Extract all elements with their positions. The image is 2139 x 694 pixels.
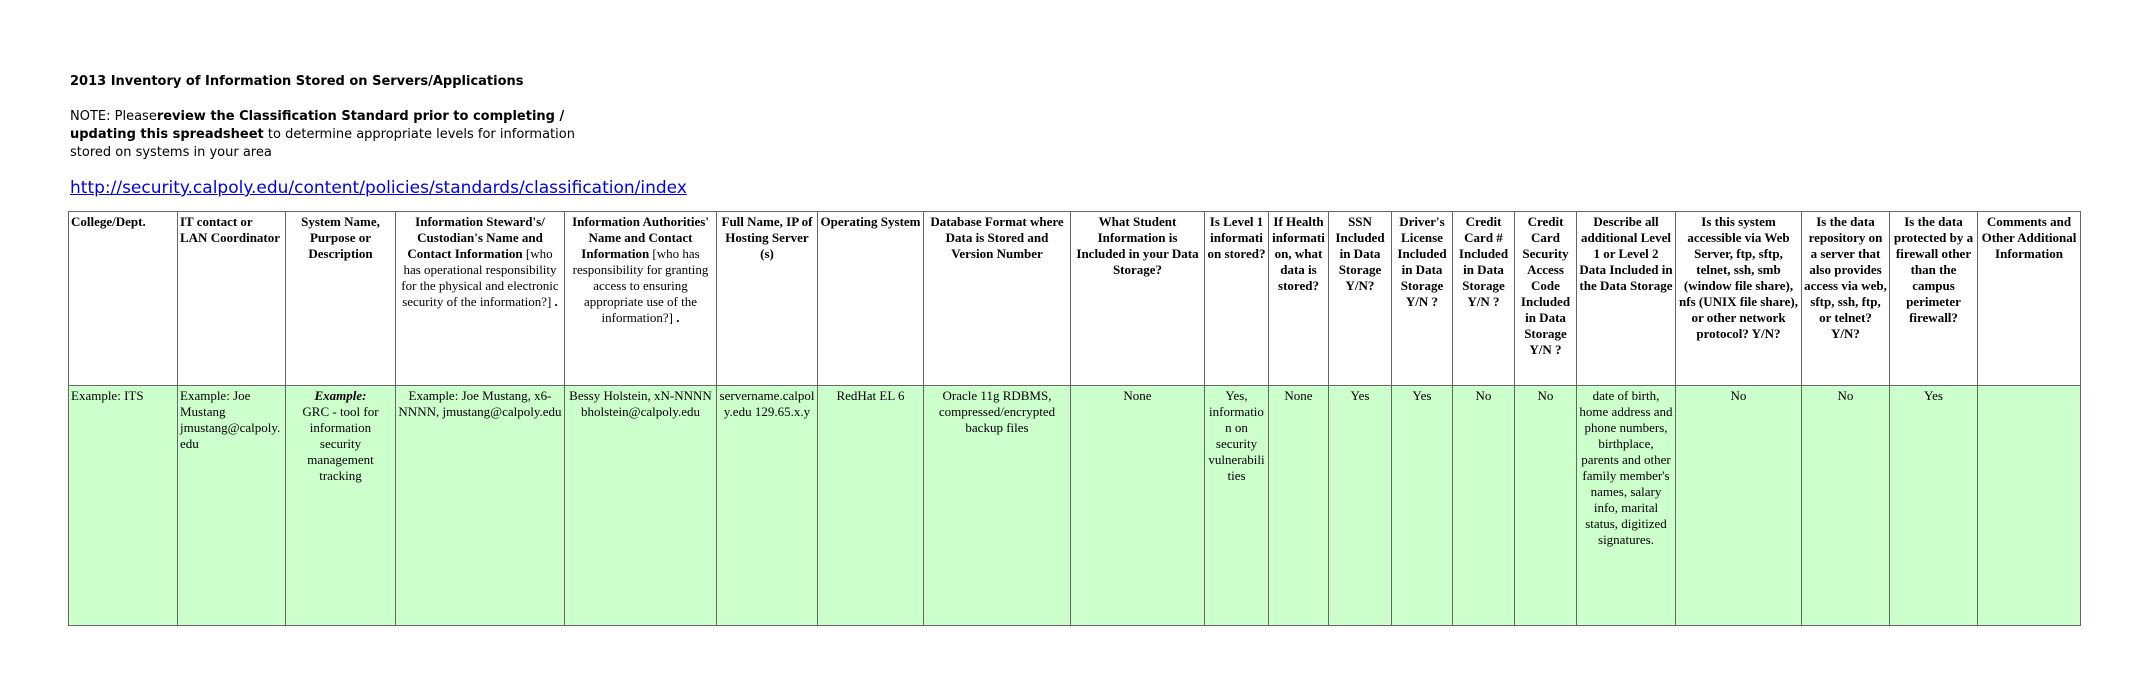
cell-credit-card[interactable]: No [1453, 386, 1515, 626]
header-tail: . [551, 294, 558, 309]
cell-authority[interactable]: Bessy Holstein, xN-NNNN bholstein@calpoly.edu [565, 386, 717, 626]
header-cell: Full Name, IP of Hosting Server (s) [717, 212, 818, 386]
cell-database[interactable]: Oracle 11g RDBMS, compressed/encrypted backup files [924, 386, 1071, 626]
cell-drivers-license[interactable]: Yes [1392, 386, 1453, 626]
header-cell: Credit Card # Included in Data Storage Y/N ? [1453, 212, 1515, 386]
note-prefix: NOTE: Please [70, 109, 157, 124]
header-cell: SSN Included in Data Storage Y/N? [1329, 212, 1392, 386]
cell-firewall[interactable]: Yes [1890, 386, 1978, 626]
page-title: 2013 Inventory of Information Stored on Servers/Applications [70, 74, 524, 89]
header-cell: Is the data protected by a firewall other than the campus perimeter firewall? [1890, 212, 1978, 386]
system-example-label: Example: [314, 388, 367, 403]
cell-student-info[interactable]: None [1071, 386, 1205, 626]
cell-comments[interactable] [1978, 386, 2081, 626]
header-cell: Is Level 1 information stored? [1205, 212, 1269, 386]
cell-additional-data[interactable]: date of birth, home address and phone numbers, birthplace, parents and other family member's names, salary info, marital status, digitized signatures. [1577, 386, 1676, 626]
header-text: Information Steward's/ Custodian's Name and Contact Information [407, 214, 545, 261]
cell-health[interactable]: None [1269, 386, 1329, 626]
cell-os[interactable]: RedHat EL 6 [818, 386, 924, 626]
header-cell: Database Format where Data is Stored and Version Number [924, 212, 1071, 386]
header-cell [396, 212, 565, 386]
header-cell: College/Dept. [69, 212, 178, 386]
cell-shared-server[interactable]: No [1802, 386, 1890, 626]
note-suffix: to determine appropriate levels for information stored on systems in your area [70, 127, 575, 160]
header-extra: [who has operational responsibility for the physical and electronic security of the information?] [401, 246, 559, 309]
classification-standard-link[interactable]: http://security.calpoly.edu/content/policies/standards/classification/index [70, 178, 687, 198]
note-text [70, 108, 590, 162]
cell-system[interactable] [286, 386, 396, 626]
cell-steward[interactable]: Example: Joe Mustang, x6-NNNN, jmustang@calpoly.edu [396, 386, 565, 626]
header-cell: If Health information, what data is stored? [1269, 212, 1329, 386]
header-text: Information Authorities' Name and Contact Information [572, 214, 709, 261]
table-row [69, 386, 2081, 626]
header-row [69, 212, 2081, 386]
header-cell: Is the data repository on a server that also provides access via web, sftp, ssh, ftp, or telnet? Y/N? [1802, 212, 1890, 386]
note-bold: review the Classification Standard prior to completing / updating this spreadsheet [70, 109, 565, 142]
header-cell: IT contact or LAN Coordinator [178, 212, 286, 386]
header-cell: Comments and Other Additional Information [1978, 212, 2081, 386]
header-cell: Describe all additional Level 1 or Level 2 Data Included in the Data Storage [1577, 212, 1676, 386]
header-extra: [who has responsibility for granting access to ensuring appropriate use of the information?] [572, 246, 709, 325]
cell-level1[interactable]: Yes, information on security vulnerabilities [1205, 386, 1269, 626]
header-cell: Is this system accessible via Web Server, ftp, sftp, telnet, ssh, smb (window file share), nfs (UNIX file share), or other network protocol? Y/N? [1676, 212, 1802, 386]
cell-server[interactable]: servername.calpoly.edu 129.65.x.y [717, 386, 818, 626]
cell-ssn[interactable]: Yes [1329, 386, 1392, 626]
header-cell: Credit Card Security Access Code Included in Data Storage Y/N ? [1515, 212, 1577, 386]
header-cell: Driver's License Included in Data Storage Y/N ? [1392, 212, 1453, 386]
cell-cc-security-code[interactable]: No [1515, 386, 1577, 626]
system-text: GRC - tool for information security management tracking [302, 404, 379, 483]
header-cell [565, 212, 717, 386]
header-cell: System Name, Purpose or Description [286, 212, 396, 386]
cell-college[interactable]: Example: ITS [69, 386, 178, 626]
header-tail: . [672, 310, 680, 325]
header-cell: What Student Information is Included in your Data Storage? [1071, 212, 1205, 386]
cell-it-contact[interactable]: Example: Joe Mustang jmustang@calpoly.edu [178, 386, 286, 626]
header-cell: Operating System [818, 212, 924, 386]
inventory-table [68, 211, 2081, 626]
cell-network-access[interactable]: No [1676, 386, 1802, 626]
